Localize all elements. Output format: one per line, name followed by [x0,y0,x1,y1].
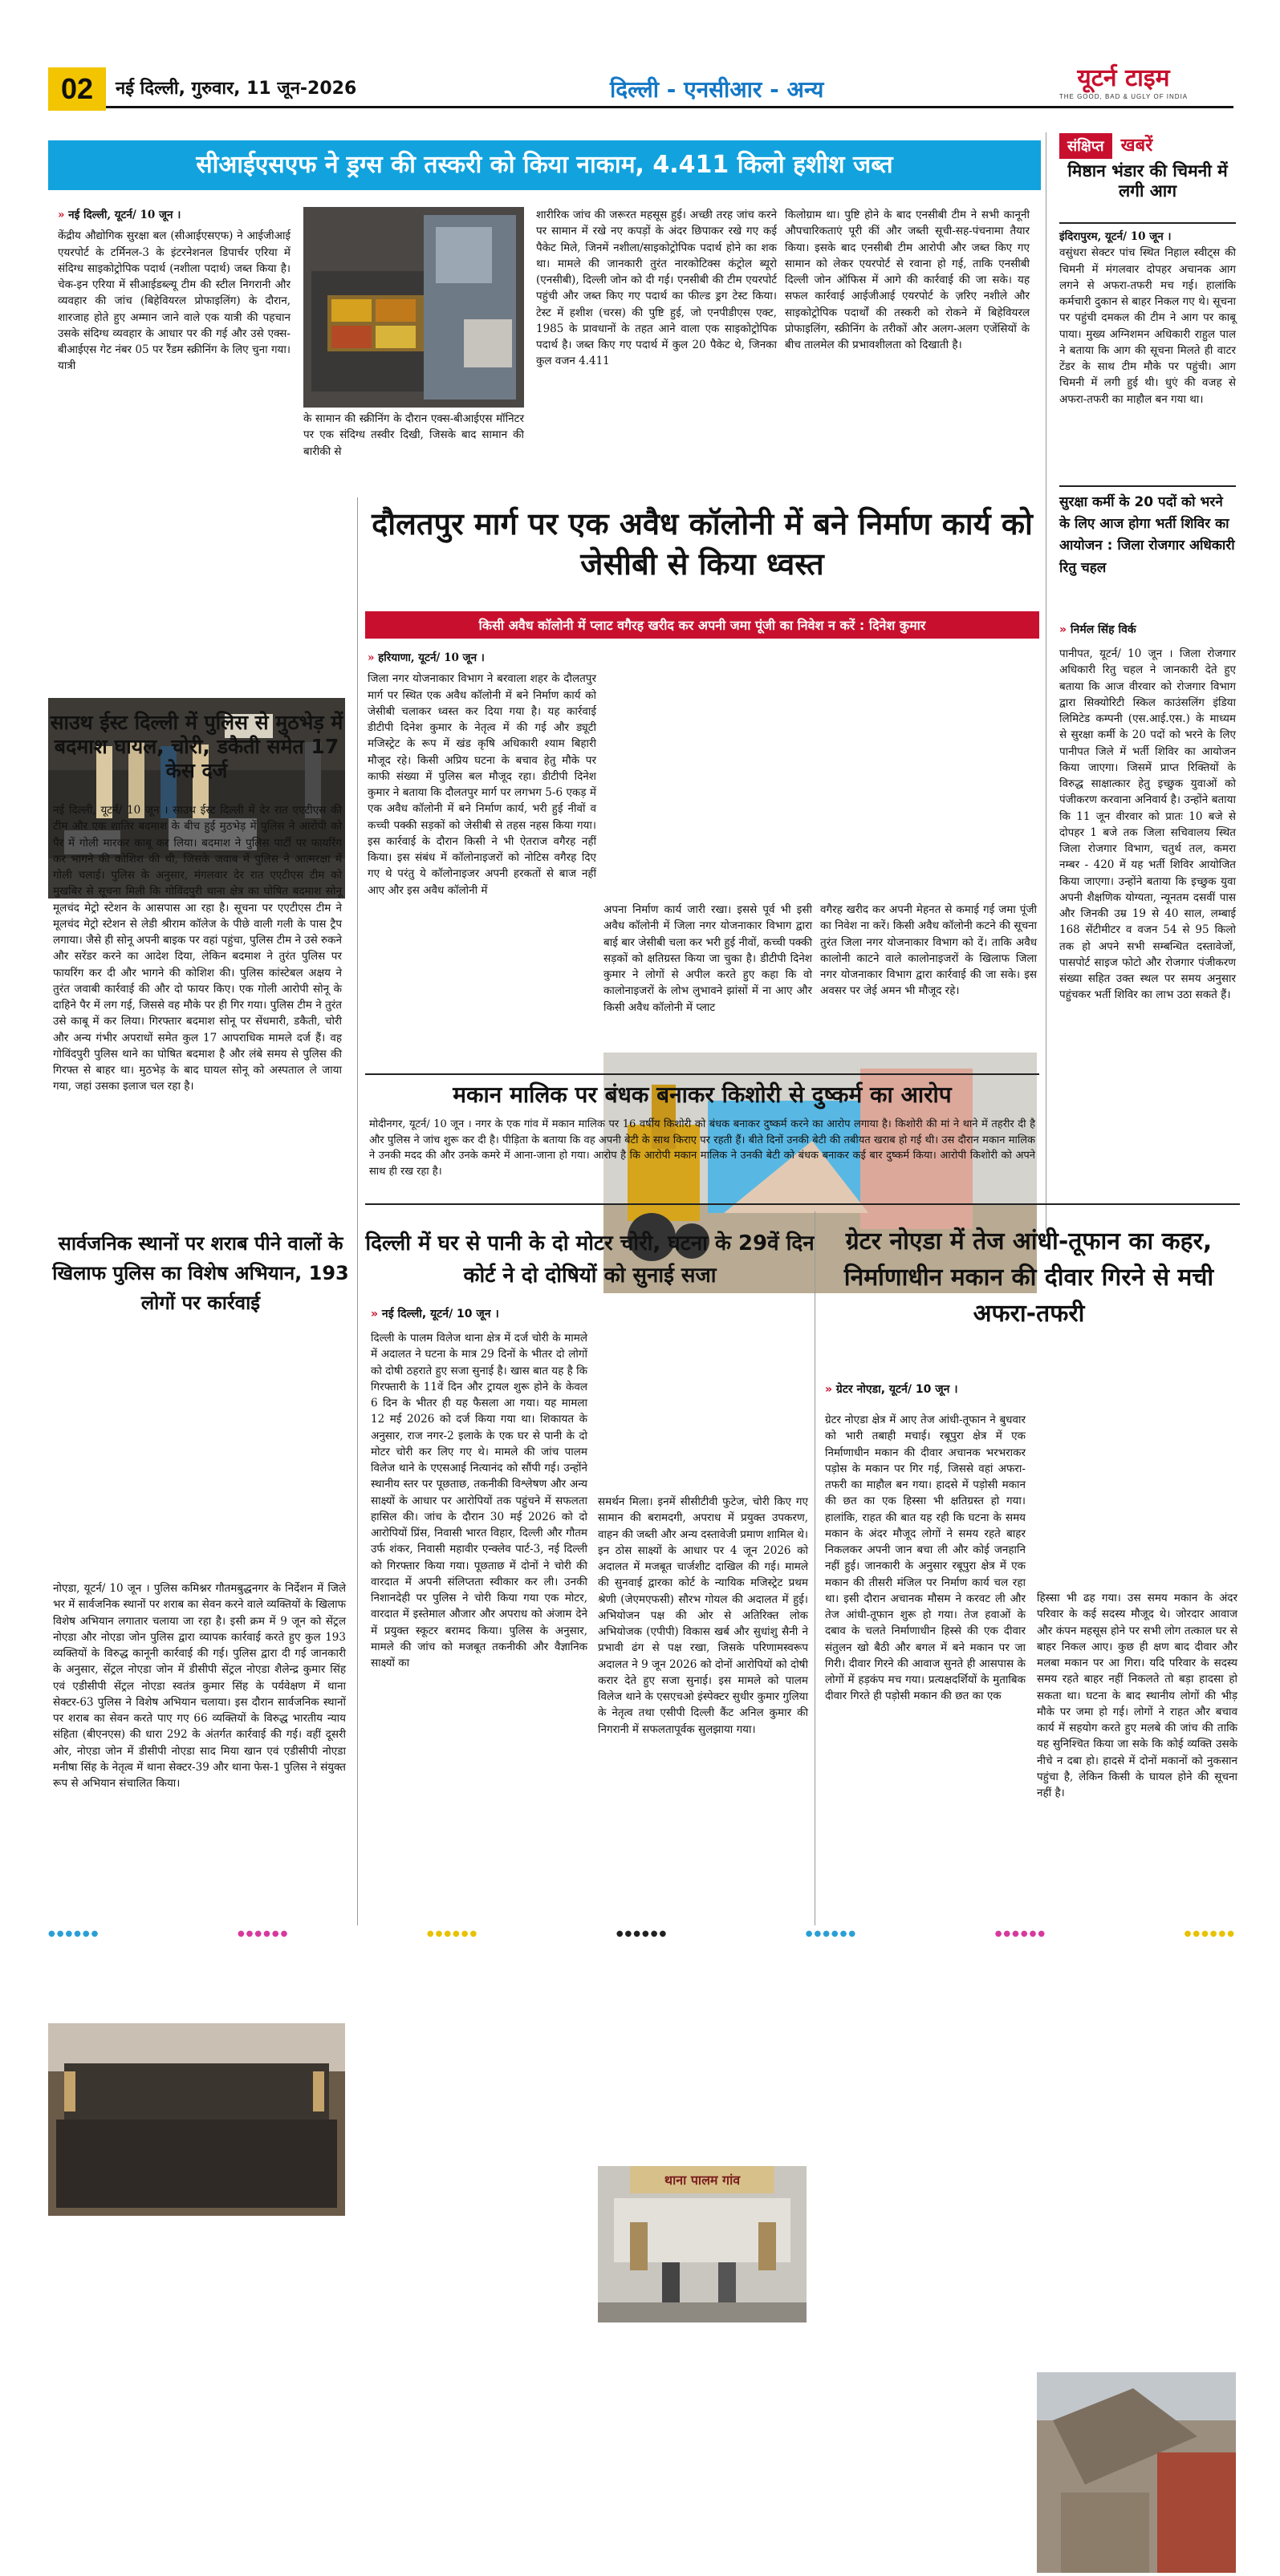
reg-mark: ●●●●●● [805,1929,858,1938]
story1-dateline: » नई दिल्ली, यूटर्न/ 10 जून । [58,209,181,221]
story1-banner [48,140,1041,190]
brief1-text: वसुंधरा सेक्टर पांच स्थित निहाल स्वीट्स की चिमनी में मंगलवार दोपहर अचानक आग लगने से अफरा-तफरी मच गई। हालांकि कर्मचारी दुकान से बाहर निकल गए थे। सूचना पर पहुंची दमकल की टीम ने आग पर काबू पाया। मुख्य अग्निशमन अधिकारी राहुल पाल ने बताया कि आग की सूचना मिलते ही वाटर टेंडर के साथ टीम मौके पर पहुंची। आग चिमनी में लगी हुई थी। धुएं की वजह से अफरा-तफरी का माहौल बन गया था। [1059,246,1236,406]
logo-tagline: THE GOOD, BAD & UGLY OF INDIA [1059,93,1189,100]
logo-text: यूटर्न टाइम [1077,64,1170,92]
reg-mark: ●●●●●● [1184,1929,1236,1938]
story7-headline: ग्रेटर नोएडा में तेज आंधी-तूफान का कहर, निर्माणाधीन मकान की दीवार गिरने से मची अफरा-तफरी [843,1227,1214,1328]
story7-photo [1037,2372,1236,2573]
sidebar [1051,132,1244,1239]
story4-body: मोदीनगर, यूटर्न/ 10 जून । नगर के एक गांव में मकान मालिक पर 16 वर्षीय किशोरी को बंधक बनाकर दुष्कर्म करने का आरोप लगाया है। किशोरी की मां ने थाने में तहरीर दी है और पुलिस ने जांच शुरू कर दी है। पीड़िता के बताया कि वह अपनी बेटी के साथ किराए पर रहती हैं। बीते दिनों उनकी बेटी की तबीयत खराब हो गई थी। उस दौरान मकान मालिक ने उनकी मदद की और उनके कमरे में आना-जाना हो गया। आरोप है कि आरोपी मकान मालिक ने उनकी बेटी को बंधक बनाकर कई बार दुष्कर्म किया। आरोपी किशोरी को अपने साथ ही रख रहा है। [369,1118,1035,1178]
dateline-top: नई दिल्ली, गुरुवार, 11 जून-2026 [116,79,357,99]
brand-logo [1011,64,1236,106]
story3-dateline: » हरियाणा, यूटर्न/ 10 जून । [368,651,485,664]
drugs-seizure-image [303,207,524,408]
story3-col1 [368,650,596,1079]
story6-dateline: » नई दिल्ली, यूटर्न/ 10 जून । [371,1308,499,1320]
story1-col4: किलोग्राम था। पुष्टि होने के बाद एनसीबी टीम ने सभी कानूनी औपचारिकताएं पूरी कीं और जब्ती सूची-सह-पंचनामा तैयार किया। इसके बाद एनसीबी टीम आरोपी और जब्त किए गए सामान को लेकर एयरपोर्ट से रवाना हो गई, ताकि एनसीबी दिल्ली जोन ऑफिस में आगे की कार्रवाई की जा सके। यह सफल कार्रवाई आईजीआई एयरपोर्ट के ज़रिए नशीले और साइकोट्रोपिक पदार्थों की तस्करी को रोकने में बिहेवियरल प्रोफाइलिंग, स्क्रीनिंग के तरीकों और अलग-अलग एजेंसियों के बीच तालमेल की प्रभावशीलता को दिखाती है। [785,209,1030,351]
brief2-headline: सुरक्षा कर्मी के 20 पदों को भरने के लिए आज होगा भर्ती शिविर का आयोजन : जिला रोजगार अधिकारी रितु चहल [1059,494,1235,576]
brief2-byline: » निर्मल सिंह विर्क [1059,623,1136,636]
story1-headline: सीआईएसएफ ने ड्रग्स की तस्करी को किया नाकाम, 4.411 किलो हशीश जब्त [196,151,893,179]
story5-body: नोएडा, यूटर्न/ 10 जून । पुलिस कमिश्नर गौतमबुद्धनगर के निर्देशन में जिले भर में सार्वजनिक स्थानों पर शराब का सेवन करने वाले व्यक्तियों के खिलाफ विशेष अभियान लगातार चलाया जा रहा है। इसी क्रम में 9 जून को सेंट्रल नोएडा और नोएडा जोन पुलिस द्वारा व्यापक कार्रवाई करते हुए कुल 193 व्यक्तियों के विरुद्ध कानूनी कार्रवाई की गई। पुलिस द्वारा दी गई जानकारी के अनुसार, सेंट्रल नोएडा जोन में डीसीपी सेंट्रल नोएडा शैलेन्द्र कुमार सिंह एवं एडीसीपी सेंट्रल नोएडा स्वतंत्र कुमार सिंह के पर्यवेक्षण में थाना सेक्टर-63 पुलिस ने विशेष अभियान चलाया। इस दौरान सार्वजनिक स्थानों पर शराब का सेवन करते पाए गए 66 व्यक्तियों के विरुद्ध भारतीय न्याय संहिता (बीएनएस) की धारा 292 के अंतर्गत कार्रवाई की गई। वहीं दूसरी ओर, नोएडा जोन में डीसीपी नोएडा साद मिया खान एवं एडीसीपी नोएडा मनीषा सिंह के नेतृत्व में थाना सेक्टर-39 और थाना फेस-1 पुलिस ने संयुक्त रूप से अभियान संचालित किया। [53,1582,346,1790]
police-station-image [598,2166,807,2322]
masthead [48,50,1236,122]
story3-headline: दौलतपुर मार्ग पर एक अवैध कॉलोनी में बने निर्माण कार्य को जेसीबी से किया ध्वस्त [372,506,1033,582]
reg-mark: ●●●●●● [237,1929,290,1938]
story6-col1: दिल्ली के पालम विलेज थाना क्षेत्र में दर्ज चोरी के मामले में अदालत ने घटना के मात्र 29 दिनों के भीतर दो लोगों को दोषी ठहराते हुए सजा सुनाई है। खास बात यह है कि गिरफ्तारी के 11वें दिन और ट्रायल शुरू होने के केवल 6 दिन के भीतर ही यह फैसला आ गया। यह मामला 12 मई 2026 को दर्ज किया गया था। शिकायत के अनुसार, राज नगर-2 इलाके के एक घर से पानी के दो मोटर चोरी कर लिए गए थे। मामले की जांच पालम विलेज थाने के एएसआई नित्यानंद को सौंपी गई। उन्होंने स्थानीय स्तर पर पूछताछ, तकनीकी विश्लेषण और अन्य साक्ष्यों के आधार पर आरोपियों तक पहुंचने में सफलता हासिल की। जांच के दौरान 30 मई 2026 को दो आरोपियों प्रिंस, निवासी भारत विहार, दिल्ली और गौतम उर्फ शंकर, निवासी महावीर एन्क्लेव पार्ट-3, नई दिल्ली को गिरफ्तार किया गया। पूछताछ में दोनों ने चोरी की वारदात में अपनी संलिप्तता स्वीकार कर ली। उनकी निशानदेही पर पुलिस ने चोरी किया गया एक मोटर, वारदात में इस्तेमाल औजार और अपराध को अंजाम देने में प्रयुक्त स्कूटर बरामद किया। पुलिस के अनुसार, मामले की जांच को मजबूत तकनीकी और वैज्ञानिक साक्ष्यों का [371,1332,587,1669]
page-number-box [48,67,106,111]
story6-col2: समर्थन मिला। इनमें सीसीटीवी फुटेज, चोरी किए गए सामान की बरामदगी, अपराध में प्रयुक्त उपकरण, वाहन की जब्ती और अन्य दस्तावेजी प्रमाण शामिल थे। इन ठोस साक्ष्यों के आधार पर 4 जून 2026 को अदालत में मजबूत चार्जशीट दाखिल की गई। मामले की सुनवाई द्वारका कोर्ट के न्यायिक मजिस्ट्रेट प्रथम श्रेणी (जेएमएफसी) सौरभ गोयल की अदालत में हुई। अभियोजन पक्ष की ओर से अतिरिक्त लोक अभियोजक (एपीपी) विकास खर्ब और सुधांशु सैनी ने प्रभावी ढंग से पक्ष रखा, जिसके परिणामस्वरूप अदालत ने 9 जून 2026 को दोनों आरोपियों को दोषी करार देते हुए सजा सुनाई। इस मामले को पालम विलेज थाने के एसएचओ इंस्पेक्टर सुधीर कुमार गुलिया के नेतृत्व तथा एसीपी दिल्ली कैंट अनिल कुमार की निगरानी में सफलतापूर्वक सुलझाया गया। [598,1495,808,1736]
story2-headline: साउथ ईस्ट दिल्ली में पुलिस से मुठभेड़ में बदमाश घायल, चोरी, डकैती समेत 17 केस दर्ज [50,711,343,782]
story3-col2: अपना निर्माण कार्य जारी रखा। इससे पूर्व भी इसी अवैध कॉलोनी में जिला नगर योजनाकार विभाग द्वारा बाई बार जेसीबी चला कर भरी हुई नीवों, कच्ची पक्की सड़कों को क्षतिग्रस्त किया जा चुका है। डीटीपी दिनेश कुमार ने लोगों से अपील करते हुए कहा कि वो कालोनाइजरों के लोभ लुभावने झांसों में ना आए और किसी अवैध कॉलोनी में प्लाट [603,903,812,1014]
story5-photo [48,2023,345,2216]
story1-col2: के सामान की स्क्रीनिंग के दौरान एक्स-बीआईएस मॉनिटर पर एक संदिग्ध तस्वीर दिखी, जिसके बाद सामान की बारीकी से [303,412,524,458]
story3-rule [365,1073,1039,1075]
sidebar-tag [1059,132,1236,160]
story1-col1 [58,207,291,472]
section-title: दिल्ली - एनसीआर - अन्य [610,76,824,103]
story7-col1: ग्रेटर नोएडा क्षेत्र में आए तेज आंधी-तूफान ने बुधवार को भारी तबाही मचाई। रबूपुरा क्षेत्र में एक निर्माणाधीन मकान की दीवार अचानक भरभराकर पड़ोस के मकान पर गिर गई, जिससे वहां अफरा-तफरी का माहौल बन गया। हादसे में पड़ोसी मकान की छत का एक हिस्सा भी क्षतिग्रस्त हो गया। हालांकि, राहत की बात यह रही कि घटना के समय मकान के अंदर मौजूद लोगों ने समय रहते बाहर निकलकर अपनी जान बचा ली और कोई जनहानि नहीं हुई। जानकारी के अनुसार रबूपुरा क्षेत्र में एक मकान की तीसरी मंजिल पर निर्माण कार्य चल रहा था। इसी दौरान अचानक मौसम ने करवट ली और तेज आंधी-तूफान शुरू हो गया। तेज हवाओं के दबाव के चलते निर्माणाधीन हिस्से की एक दीवार संतुलन खो बैठी और बगल में बने मकान पर जा गिरी। दीवार गिरने की आवाज सुनते ही आसपास के लोगों में हड़कंप मच गया। प्रत्यक्षदर्शियों के मुताबिक दीवार गिरते ही पड़ोसी मकान की छत का एक [825,1414,1026,1703]
reg-mark: ●●●●●● [426,1929,479,1938]
page-number: 02 [60,72,94,105]
registration-marks [48,1929,1236,1939]
station-sign: थाना पालम गांव [664,2172,741,2188]
story4-rule [365,1203,1240,1205]
brief1-rule [1059,222,1236,224]
reg-mark: ●●●●●● [616,1929,668,1938]
story1-col3: शारीरिक जांच की जरूरत महसूस हुई। अच्छी तरह जांच करने पर सामान में रखे नए कपड़ों के अंदर छिपाकर रखे गए कई पैकेट मिले, जिनमें नशीला/साइकोट्रोपिक पदार्थ होने का शक था। मामले की जानकारी तुरंत नारकोटिक्स कंट्रोल ब्यूरो (एनसीबी), दिल्ली जोन को दी गई। एनसीबी की टीम एयरपोर्ट पहुंची और जब्त किए गए पदार्थ का फील्ड ड्रग टेस्ट किया। टेस्ट में हशीश (चरस) की पुष्टि हुई, जो एनपीडीएस एक्ट, 1985 के प्रावधानों के तहत आने वाला एक साइकोट्रोपिक पदार्थ है। जब्त किए गए पदार्थ में कुल 20 पैकेट थे, जिनका कुल वजन 4.411 [536,209,777,368]
brief2-body: पानीपत, यूटर्न/ 10 जून । जिला रोजगार अधिकारी रितु चहल ने जानकारी देते हुए बताया कि आज वीरवार को रोजगार विभाग द्वारा सिक्योरिटी स्किल काउंसलिंग इंडिया लिमिटेड कम्पनी (एस.आई.एस.) के माध्यम से सुरक्षा कर्मी के 20 पदों को भरने के लिए पानीपत जिले में भर्ती शिविर का आयोजन किया जाएगा। जिसमें प्राप्त रिक्तियों के विरुद्ध साक्षात्कार हेतु इच्छुक युवाओं को पंजीकरण करवाना अनिवार्य है। उन्होंने बताया कि 11 जून वीरवार को प्रातः 10 बजे से दोपहर 1 बजे तक जिला सचिवालय स्थित जिला रोजगार विभाग, चतुर्थ तल, कमरा नम्बर - 420 में यह भर्ती शिविर आयोजित किया जाएगा। उन्होंने बताया कि इच्छुक युवा अपनी शैक्षणिक योग्यता, न्यूनतम दसवीं पास और जिनकी उम्र 19 से 40 साल, लम्बाई 168 सेंटीमीटर व वजन 54 से 95 किलो तक हो अपने सभी सम्बन्धित दस्तावेजों, पासपोर्ट साइज फोटो और रोजगार पंजीकरण संख्या सहित उक्त स्थल पर समय अनुसार पहुंचकर भर्ती शिविर का लाभ उठा सकते हैं। [1059,647,1236,1002]
story5-divider [357,1219,358,1925]
story7-col2: हिस्सा भी ढह गया। उस समय मकान के अंदर परिवार के कई सदस्य मौजूद थे। जोरदार आवाज और कंपन महसूस होने पर सभी लोग तत्काल घर से बाहर निकल आए। कुछ ही क्षण बाद दीवार और मलबा मकान पर आ गिरा। यदि परिवार के सदस्य समय रहते बाहर नहीं निकलते तो बड़ा हादसा हो सकता था। घटना के बाद स्थानीय लोगों की भीड़ मौके पर जमा हो गई। लोगों ने राहत और बचाव कार्य में सहयोग करते हुए मलबे की जांच की ताकि यह सुनिश्चित किया जा सके कि कोई व्यक्ति उसके नीचे न दबा हो। हादसे में दोनों मकानों को नुकसान पहुंचा है, लेकिन किसी के घायल होने की सूचना नहीं है। [1037,1592,1237,1799]
story3-col3: वगैरह खरीद कर अपनी मेहनत से कमाई गई जमा पूंजी का निवेश ना करें। किसी अवैध कॉलोनी कटने की सूचना तुरंत जिला नगर योजनाकार विभाग को दें। ताकि अवैध कालोनी काटने वाले कालोनाइजरों के खिलाफ जिला नगर योजनाकार विभाग द्वारा कार्रवाई की जा सके। इस अवसर पर जेई अमन भी मौजूद रहे। [820,903,1037,998]
sidebar-tag-box: संक्षिप्त [1059,133,1112,159]
brief-divider [1059,485,1236,487]
brief1-body [1059,229,1236,477]
story5-headline: सार्वजनिक स्थानों पर शराब पीने वालों के खिलाफ पुलिस का विशेष अभियान, 193 लोगों पर कार्रवाई [52,1232,349,1315]
story6-headline: दिल्ली में घर से पानी के दो मोटर चोरी, घटना के 29वें दिन कोर्ट ने दो दोषियों को सुनाई सजा [365,1231,815,1288]
story2-body: नई दिल्ली, यूटर्न/ 10 जून । साउथ ईस्ट दिल्ली में देर रात एएटीएस की टीम और एक शातिर बदमाश के बीच हुई मुठभेड़ में पुलिस ने आरोपी को पैर में गोली मारकर काबू कर लिया। बदमाश ने पुलिस पार्टी पर फायरिंग कर भागने की कोशिश की थी, जिसके जवाब में पुलिस ने आत्मरक्षा में गोली चलाई। पुलिस के अनुसार, मंगलवार देर रात एएटीएस टीम को मुखबिर से सूचना मिली कि गोविंदपुरी थाना क्षेत्र का घोषित बदमाश सोनू मूलचंद मेट्रो स्टेशन के आसपास आ रहा है। सूचना पर एएटीएस टीम ने मूलचंद मेट्रो स्टेशन से लेडी श्रीराम कॉलेज के पीछे वाली गली के पास ट्रैप लगाया। जैसे ही सोनू अपनी बाइक पर वहां पहुंचा, पुलिस टीम ने उसे रुकने और सरेंडर करने का आदेश दिया, लेकिन बदमाश ने तुरंत पुलिस पर फायरिंग कर दी और भागने की कोशिश की। पुलिस कांस्टेबल अक्षय ने तुरंत जवाबी कार्रवाई की और दो फायर किए। एक गोली आरोपी सोनू के दाहिने पैर में लग गई, जिससे वह मौके पर ही गिर गया। पुलिस टीम ने तुरंत उसे काबू में कर लिया। गिरफ्तार बदमाश सोनू पर सेंधमारी, डकैती, चोरी और अन्य गंभीर अपराधों समेत कुल 17 आपराधिक मामले दर्ज हैं। वह गोविंदपुरी पुलिस थाने का घोषित बदमाश है और लंबे समय से पुलिस की गिरफ्त से बाहर था। मुठभेड़ के बाद घायल सोनू को अस्पताल ले जाया गया, जहां उसका इलाज चल रहा है। [53,804,342,1093]
story3-subhead: किसी अवैध कॉलोनी में प्लाट वगैरह खरीद कर अपनी जमा पूंजी का निवेश न करें : दिनेश कुमार [478,618,926,633]
police-drive-image [48,2023,345,2216]
story6-photo [598,2166,807,2322]
sidebar-tag-word: खबरें [1120,136,1153,156]
story2-divider [357,497,358,1227]
reg-mark: ●●●●●● [994,1929,1047,1938]
story4-headline: मकान मालिक पर बंधक बनाकर किशोरी से दुष्कर्म का आरोप [453,1081,952,1108]
dateline-underline [106,106,1233,108]
story1-text-1: केंद्रीय औद्योगिक सुरक्षा बल (सीआईएसएफ) ने आईजीआई एयरपोर्ट के टर्मिनल-3 के इंटरनेशनल डिपार्चर एरिया में संदिग्ध साइकोट्रोपिक पदार्थ (नशीला पदार्थ) जब्त किया है। चेक-इन एरिया में सीआईडब्ल्यू टीम की स्टील निगरानी और व्यवहार की जांच (बिहेवियरल प्रोफाइलिंग) के दौरान, शारजाह होते हुए अम्मान जाने वाले एक यात्री की पहचान उसके संदिग्ध व्यवहार के आधार पर की गई और उसे एक्स-बीआईएस गेट नंबर 05 पर रैंडम स्क्रीनिंग के लिए चुना गया। यात्री [58,229,291,373]
story7-dateline: » ग्रेटर नोएडा, यूटर्न/ 10 जून । [825,1383,958,1396]
story1-photo [303,207,524,408]
brief1-dateline: इंदिरापुरम, यूटर्न/ 10 जून । [1059,230,1172,243]
collapsed-wall-image [1037,2372,1236,2573]
brief1-headline: मिष्ठान भंडार की चिमनी में लगी आग [1067,161,1228,201]
story3-subhead-bar [365,611,1039,639]
reg-mark: ●●●●●● [48,1929,100,1938]
story3-text-1: जिला नगर योजनाकार विभाग ने बरवाला शहर के दौलतपुर मार्ग पर स्थित एक अवैध कॉलोनी में बने निर्माण कार्य को जेसीबी चलाकर ध्वस्त कर दिया गया है। यह कार्रवाई डीटीपी दिनेश कुमार के नेतृत्व में की गई और ड्यूटी मजिस्ट्रेट के रूप में खंड कृषि अधिकारी श्याम बिहारी मौजूद रहे। किसी अप्रिय घटना के बचाव हेतु मौके पर काफी संख्या में पुलिस बल मौजूद रहा। डीटीपी दिनेश कुमार ने बताया कि दौलतपुर मार्ग पर लगभग 5-6 एकड़ में एक अवैध कॉलोनी में बने निर्माण कार्य, भरी हुई नीवों व कच्ची पक्की सड़कों को जेसीबी से तहस नहस किया गया। इस कार्रवाई के दौरान किसी ने भी ऐतराज वगैरह नहीं किया। इस संबंध में कॉलोनाइजरों को नोटिस वगैरह दिए गए थे परंतु ये कॉलोनाइजर अपनी हरकतों से बाज नहीं आए और इस अवैध कॉलोनी में [368,672,596,897]
